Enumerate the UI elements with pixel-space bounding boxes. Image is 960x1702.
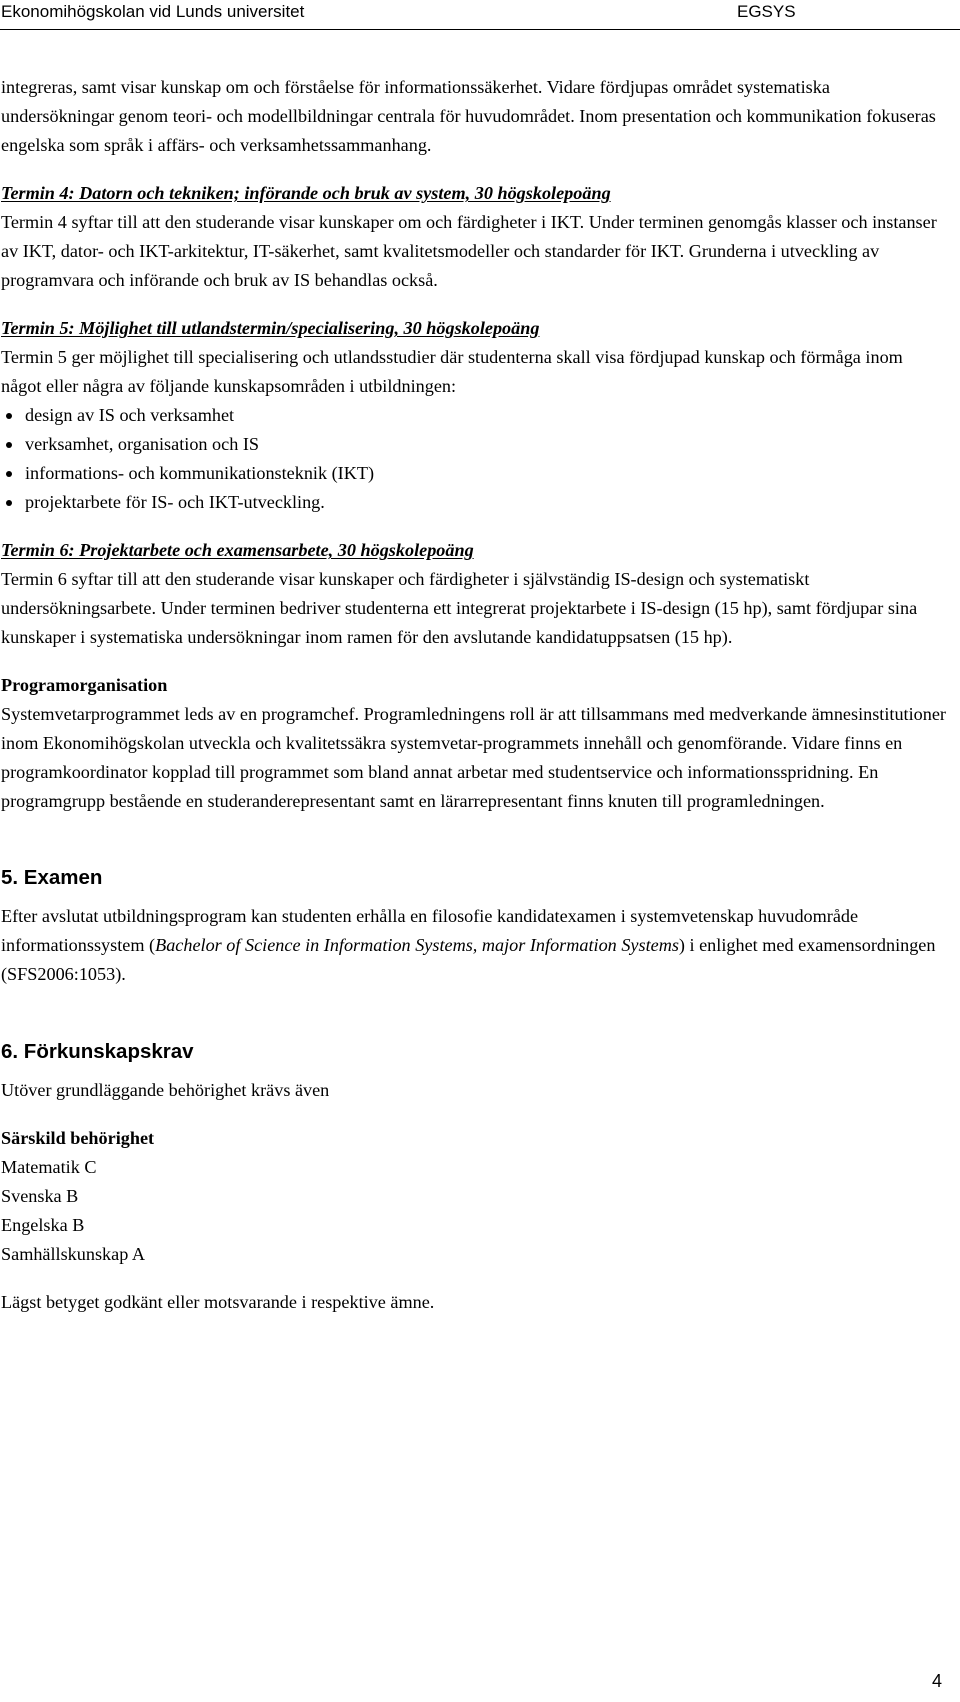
examen-degree-title: Bachelor of Science in Information Systems, major Information Systems — [155, 935, 679, 955]
term4-section — [1, 179, 946, 295]
term4-paragraph: Termin 4 syftar till att den studerande visar kunskaper om och färdigheter i IKT. Under terminen genomgås klasser och instanser av IKT, dator- och IKT-arkitektur, IT-säkerhet, samt kvalitetsmodeller och standarder för IKT. Grunderna i utveckling av programvara och införande och bruk av IS behandlas också. — [1, 212, 937, 290]
programorganisation-paragraph: Systemvetarprogrammet leds av en programchef. Programledningens roll är att tillsammans med medverkande ämnesinstitutioner inom Ekonomihögskolan utveckla och kvalitetssäkra systemvetar-programmets innehåll och genomförande. Vidare finns en programkoordinator kopplad till programmet som bland annat arbetar med studentservice och informationsspridning. En programgrupp bestående en studeranderepresentant samt en lärarrepresentant finns knuten till programledningen. — [1, 704, 946, 811]
list-item — [1, 488, 946, 517]
requirement-item: Matematik C — [1, 1157, 97, 1177]
list-item-text: projektarbete för IS- och IKT-utveckling. — [25, 492, 325, 512]
sarskild-behorighet — [1, 1124, 946, 1269]
term5-paragraph: Termin 5 ger möjlighet till specialisering och utlandsstudier där studenterna skall visa fördjupad kunskap och förmåga inom något eller några av följande kunskapsområden i utbildningen: — [1, 347, 903, 396]
examen-heading: 5. Examen — [1, 866, 103, 889]
bullet-icon — [6, 471, 12, 477]
term6-paragraph: Termin 6 syftar till att den studerande visar kunskaper och färdigheter i självständig IS-design och systematiskt undersökningsarbete. Under terminen bedriver studenterna ett integrerat projektarbete i IS-design (15 hp), samt fördjupar sina kunskaper i systematiska undersökningar inom ramen för den avslutande kandidatuppsatsen (15 hp). — [1, 569, 918, 647]
term4-heading: Termin 4: Datorn och tekniken; införande och bruk av system, 30 högskolepoäng — [1, 183, 611, 203]
term5-bullet-list — [1, 401, 946, 517]
list-item — [1, 459, 946, 488]
requirement-item: Engelska B — [1, 1215, 85, 1235]
term5-section — [1, 314, 946, 517]
term5-heading: Termin 5: Möjlighet till utlandstermin/specialisering, 30 högskolepoäng — [1, 318, 540, 338]
grade-requirement-note: Lägst betyget godkänt eller motsvarande i respektive ämne. — [1, 1292, 435, 1312]
forkunskapskrav-intro: Utöver grundläggande behörighet krävs även — [1, 1080, 330, 1100]
list-item — [1, 430, 946, 459]
header-divider — [0, 29, 960, 30]
list-item-text: verksamhet, organisation och IS — [25, 434, 260, 454]
examen-text-end: ) i enlighet med examensordningen (SFS2006:1053). — [1, 935, 936, 984]
intro-paragraph: integreras, samt visar kunskap om och förståelse för informationssäkerhet. Vidare fördjupas området systematiska undersökningar genom teori- och modellbildningar centrala för huvudområdet. Inom presentation och kommunikation fokuseras engelska som språk i affärs- och verksamhetssammanhang. — [1, 77, 936, 155]
examen-paragraph — [1, 902, 946, 989]
header-code: EGSYS — [737, 2, 796, 21]
requirement-item: Samhällskunskap A — [1, 1244, 145, 1264]
forkunskapskrav-heading: 6. Förkunskapskrav — [1, 1040, 194, 1063]
list-item-text: design av IS och verksamhet — [25, 405, 235, 425]
programorganisation-heading: Programorganisation — [1, 675, 168, 695]
list-item — [1, 401, 946, 430]
programorganisation-section — [1, 671, 946, 816]
examen-section — [1, 863, 946, 989]
page-number: 4 — [932, 1671, 943, 1691]
bullet-icon — [6, 442, 12, 448]
bullet-icon — [6, 413, 12, 419]
header-institution: Ekonomihögskolan vid Lunds universitet — [1, 2, 305, 21]
document-body — [1, 73, 946, 1317]
sarskild-behorighet-heading: Särskild behörighet — [1, 1128, 155, 1148]
requirement-item: Svenska B — [1, 1186, 79, 1206]
examen-text-start: Efter avslutat utbildningsprogram kan studenten erhålla en filosofie kandidatexamen i systemvetenskap huvudområde informationssystem ( — [1, 906, 859, 955]
term6-section — [1, 536, 946, 652]
term6-heading: Termin 6: Projektarbete och examensarbete, 30 högskolepoäng — [1, 540, 474, 560]
bullet-icon — [6, 500, 12, 506]
page-header — [0, 0, 960, 28]
forkunskapskrav-section — [1, 1037, 946, 1317]
list-item-text: informations- och kommunikationsteknik (IKT) — [25, 463, 375, 483]
